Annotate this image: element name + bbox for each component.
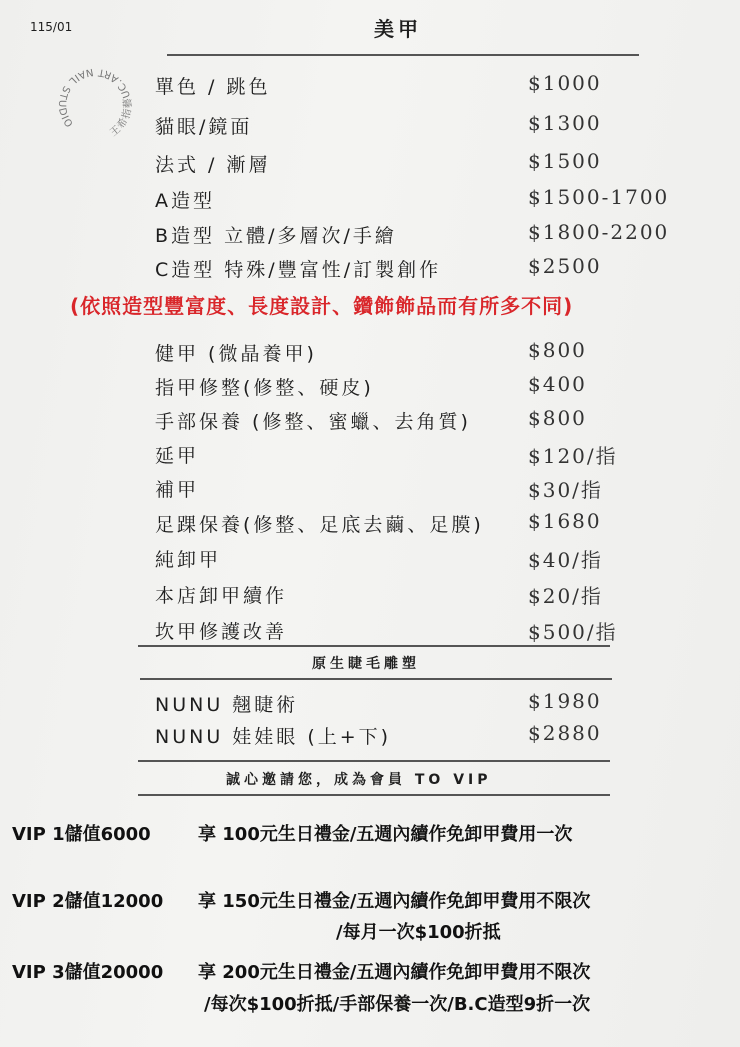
care-item-label: 坎甲修護改善: [155, 621, 288, 643]
care-item-price: $20/指: [528, 584, 603, 608]
care-item-label: 本店卸甲續作: [155, 585, 288, 607]
vip-tier-benefit: 享 200元生日禮金/五週內續作免卸甲費用不限次: [198, 962, 591, 983]
care-item-label: 補甲: [155, 479, 200, 501]
vip-tier-name: VIP 1儲值6000: [12, 824, 151, 845]
lash-item-label: NUNU 翹睫術: [155, 694, 299, 716]
divider: [167, 54, 639, 56]
care-item-label: 健甲 (微晶養甲): [155, 343, 317, 365]
nail-item-label: 法式 / 漸層: [155, 154, 271, 176]
page-title: 美甲: [374, 17, 422, 41]
divider: [138, 645, 610, 647]
lash-section-title: 原生睫毛雕塑: [312, 656, 420, 672]
vip-tier-benefit: 享 150元生日禮金/五週內續作免卸甲費用不限次: [198, 891, 591, 912]
care-item-price: $40/指: [528, 548, 603, 572]
vip-tier-benefit: 享 100元生日禮金/五週內續作免卸甲費用一次: [198, 824, 573, 845]
care-item-price: $400: [528, 372, 587, 396]
nail-item-label: C造型 特殊/豐富性/訂製創作: [155, 259, 442, 281]
care-item-price: $30/指: [528, 478, 603, 502]
vip-section-title: 誠心邀請您，成為會員 TO VIP: [226, 772, 492, 788]
care-item-label: 延甲: [155, 445, 200, 467]
design-note: (依照造型豐富度、長度設計、鑽飾飾品而有所多不同): [70, 294, 574, 318]
lash-item-price: $2880: [528, 721, 602, 745]
care-item-price: $120/指: [528, 444, 618, 468]
svg-text:王希指藝UC.ART NAIL STUDIO: 王希指藝UC.ART NAIL STUDIO: [55, 65, 135, 139]
date-label: 115/01: [30, 20, 73, 34]
nail-item-label: 貓眼/鏡面: [155, 116, 253, 138]
nail-item-price: $1300: [528, 111, 602, 135]
care-item-label: 手部保養 (修整、蜜蠟、去角質): [155, 411, 471, 433]
vip-tier-benefit-cont: /每月一次$100折抵: [336, 922, 501, 943]
care-item-price: $1680: [528, 509, 602, 533]
divider: [138, 794, 610, 796]
lash-item-label: NUNU 娃娃眼 (上+下): [155, 726, 392, 748]
nail-item-price: $1000: [528, 71, 602, 95]
vip-tier-benefit-cont: /每次$100折抵/手部保養一次/B.C造型9折一次: [204, 994, 591, 1015]
care-item-price: $500/指: [528, 620, 618, 644]
studio-logo: [45, 55, 145, 155]
vip-tier-name: VIP 2儲值12000: [12, 891, 164, 912]
care-item-price: $800: [528, 338, 587, 362]
care-item-price: $800: [528, 406, 587, 430]
divider: [140, 678, 612, 680]
nail-item-label: B造型 立體/多層次/手繪: [155, 225, 397, 247]
lash-item-price: $1980: [528, 689, 602, 713]
nail-item-price: $2500: [528, 254, 602, 278]
care-item-label: 純卸甲: [155, 549, 222, 571]
care-item-label: 足踝保養(修整、足底去繭、足膜): [155, 514, 484, 536]
nail-item-price: $1500-1700: [528, 185, 670, 209]
nail-item-label: A造型: [155, 190, 215, 212]
nail-item-label: 單色 / 跳色: [155, 76, 271, 98]
divider: [138, 760, 610, 762]
care-item-label: 指甲修整(修整、硬皮): [155, 377, 374, 399]
nail-item-price: $1800-2200: [528, 220, 670, 244]
nail-item-price: $1500: [528, 149, 602, 173]
vip-tier-name: VIP 3儲值20000: [12, 962, 164, 983]
